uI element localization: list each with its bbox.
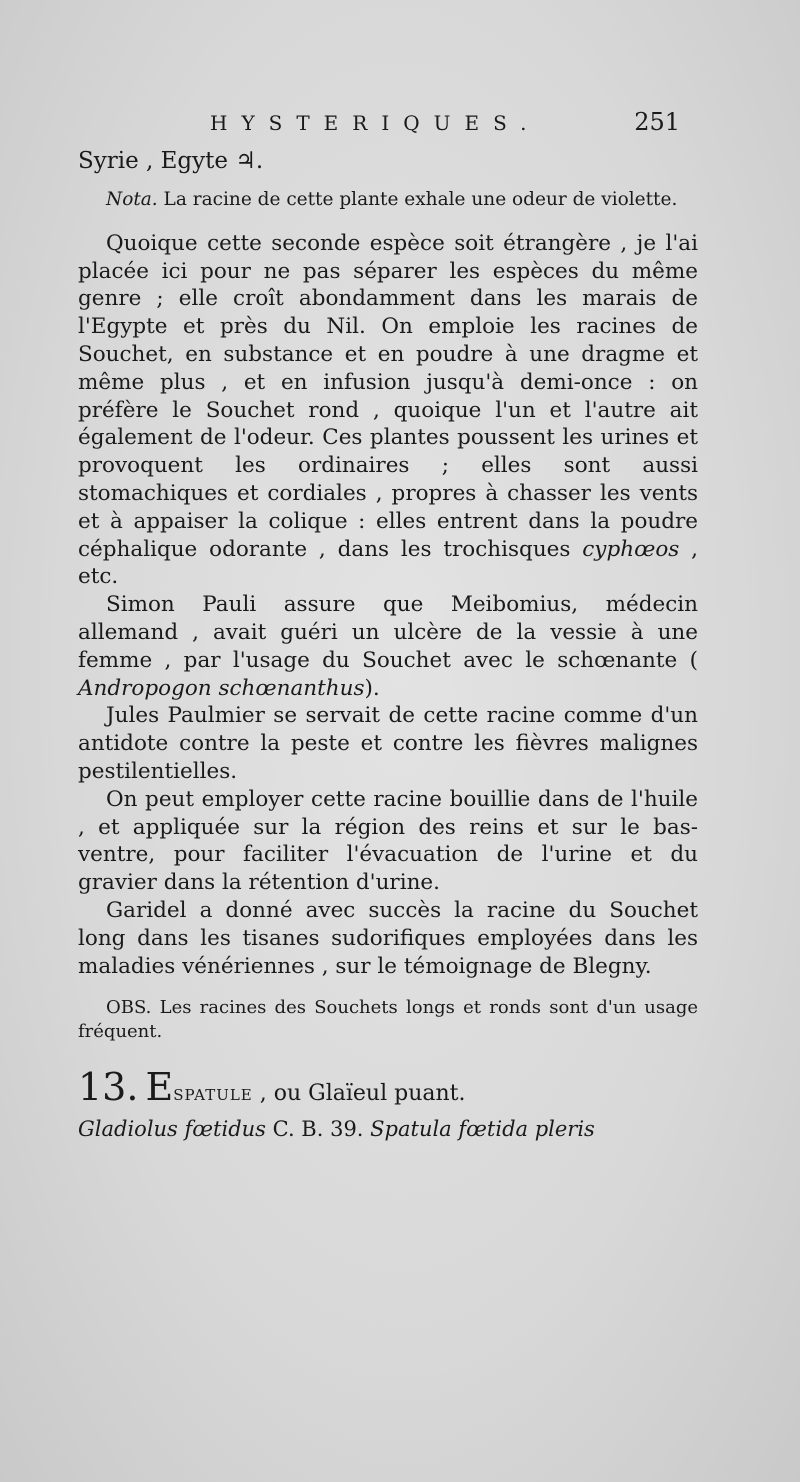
page-header (210, 108, 680, 136)
synonym-1: Gladiolus fœtidus (78, 1117, 266, 1142)
synonym-2: Spatula fœtida pleris (370, 1117, 595, 1142)
entry-name-tail: , ou Glaïeul puant. (252, 1081, 466, 1107)
entry-number: 13. (78, 1065, 139, 1110)
entry-name-smallcaps: SPATULE (173, 1086, 253, 1105)
nota-label: Nota. (106, 188, 158, 210)
nota-text: La racine de cette plante exhale une odeur de violette. (157, 188, 678, 210)
page-body (78, 148, 698, 1144)
paragraph-1-end: , etc. (78, 536, 698, 590)
entry-name-capital: E (145, 1065, 174, 1110)
page-number: 251 (634, 108, 680, 136)
entry-heading (78, 1065, 698, 1110)
paragraph-1-text: Quoique cette seconde espèce soit étrangère , je l'ai placée ici pour ne pas séparer les espèces du même genre ; elle croît abondamment dans les marais de l'Egypte et près du Nil. On emploie les racines de Souchet, en substance et en poudre à une dragme et même plus , et en infusion jusqu'à demi-once : on préfère le Souchet rond , quoique l'un et l'autre ait également de l'odeur. Ces plantes poussent les urines et provoquent les ordinaires ; elles sont aussi stomachiques et cordiales , propres à chasser les vents et à appaiser la colique : elles entrent dans la poudre céphalique odorante , dans les trochisques (78, 230, 698, 562)
paragraph-1 (78, 230, 698, 591)
running-title: HYSTERIQUES. (210, 111, 541, 135)
paragraph-2-italic: Andropogon schœnanthus (78, 675, 365, 701)
habitat-line: Syrie , Egyte ♃. (78, 148, 264, 174)
observation-note: OBS. Les racines des Souchets longs et ronds sont d'un usage fréquent. (78, 997, 698, 1043)
synonym-reference: C. B. 39. (265, 1117, 371, 1142)
nota-paragraph (78, 188, 698, 212)
paragraph-3: Jules Paulmier se servait de cette racine comme d'un antidote contre la peste et contre les fièvres malignes pestilentielles. (78, 703, 698, 784)
paragraph-4: On peut employer cette racine bouillie dans de l'huile , et appliquée sur la région des reins et sur le bas-ventre, pour faciliter l'évacuation de l'urine et du gravier dans la rétention d'urine. (78, 786, 698, 896)
entry-synonyms (78, 1116, 698, 1144)
paragraph-1-italic: cyphœos (582, 536, 680, 562)
paragraph-2-text: Simon Pauli assure que Meibomius, médecin allemand , avait guéri un ulcère de la vessie à une femme , par l'usage du Souchet avec le schœnante ( (78, 592, 698, 673)
paragraph-2 (78, 591, 698, 702)
paragraph-5: Garidel a donné avec succès la racine du Souchet long dans les tisanes sudorifiques employées dans les maladies vénériennes , sur le témoignage de Blegny. (78, 897, 698, 979)
paragraph-2-end: ). (364, 675, 380, 701)
